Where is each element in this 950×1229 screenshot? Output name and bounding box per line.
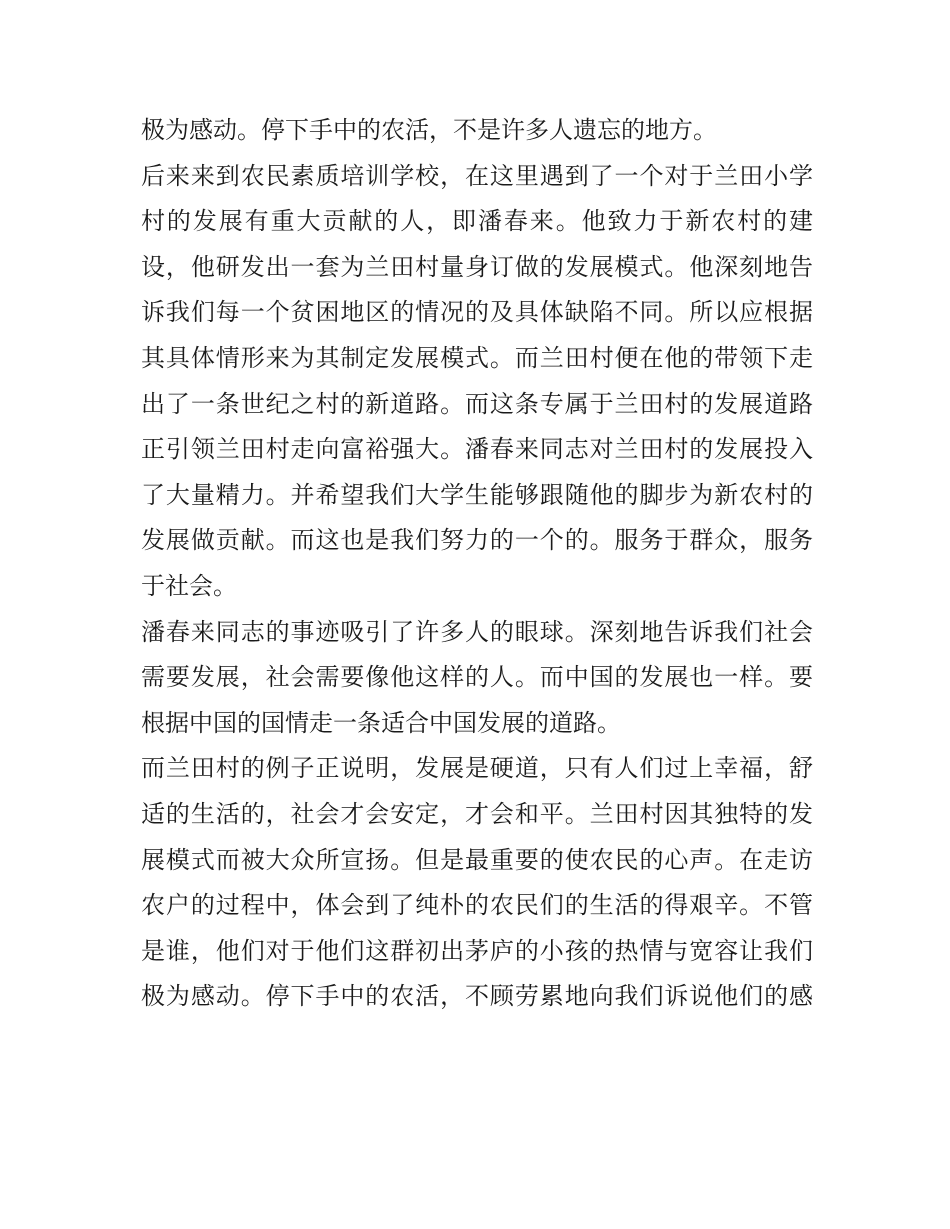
- text-line: 其具体情形来为其制定发展模式。而兰田村便在他的带领下走: [141, 343, 813, 372]
- text-line: 而兰田村的例子正说明，发展是硬道，只有人们过上幸福，舒: [141, 754, 813, 783]
- text-line: 设，他研发出一套为兰田村量身订做的发展模式。他深刻地告: [141, 252, 813, 281]
- text-line: 极为感动。停下手中的农活，不是许多人遗忘的地方。: [141, 116, 717, 144]
- text-line: 需要发展，社会需要像他这样的人。而中国的发展也一样。要: [141, 663, 813, 692]
- body-text: [141, 108, 813, 1020]
- text-line: 潘春来同志的事迹吸引了许多人的眼球。深刻地告诉我们社会: [141, 617, 813, 646]
- text-line: 根据中国的国情走一条适合中国发展的道路。: [141, 708, 621, 737]
- text-line: 了大量精力。并希望我们大学生能够跟随他的脚步为新农村的: [141, 480, 813, 509]
- text-line: 于社会。: [141, 571, 237, 600]
- text-line: 展模式而被大众所宣扬。但是最重要的使农民的心声。在走访: [141, 845, 813, 874]
- text-line: 后来来到农民素质培训学校，在这里遇到了一个对于兰田小学: [141, 161, 813, 190]
- text-line: 出了一条世纪之村的新道路。而这条专属于兰田村的发展道路: [141, 389, 813, 418]
- text-line: 适的生活的，社会才会安定，才会和平。兰田村因其独特的发: [141, 799, 813, 828]
- text-line: 是谁，他们对于他们这群初出茅庐的小孩的热情与宽容让我们: [141, 936, 813, 965]
- text-line: 诉我们每一个贫困地区的情况的及具体缺陷不同。所以应根据: [141, 298, 813, 327]
- text-line: 极为感动。停下手中的农活，不顾劳累地向我们诉说他们的感: [141, 982, 813, 1011]
- text-line: 发展做贡献。而这也是我们努力的一个的。服务于群众，服务: [141, 526, 813, 555]
- text-line: 正引领兰田村走向富裕强大。潘春来同志对兰田村的发展投入: [141, 435, 813, 464]
- text-line: 农户的过程中，体会到了纯朴的农民们的生活的得艰辛。不管: [141, 891, 813, 920]
- text-line: 村的发展有重大贡献的人，即潘春来。他致力于新农村的建: [141, 207, 813, 236]
